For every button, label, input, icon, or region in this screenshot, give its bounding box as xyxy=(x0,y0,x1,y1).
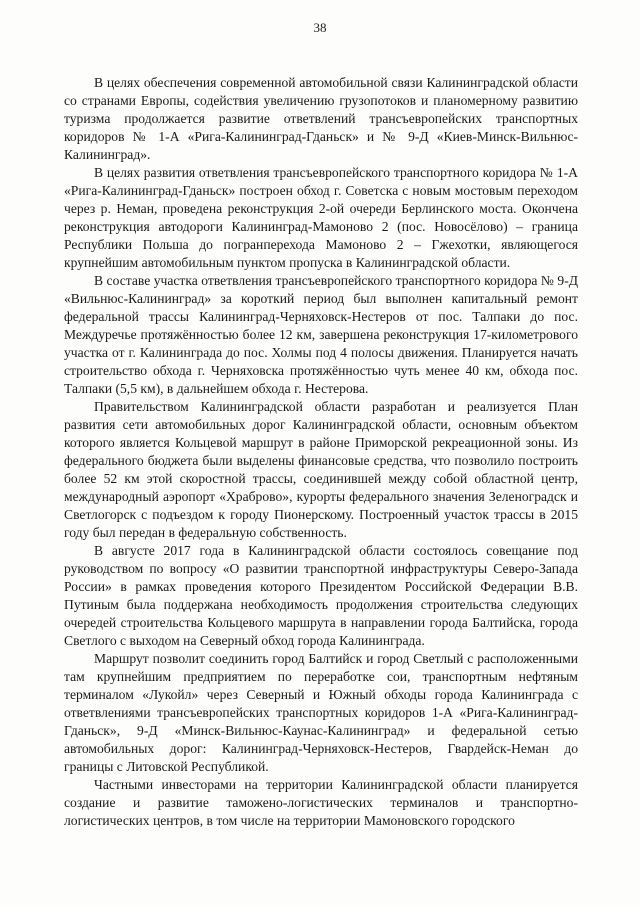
paragraph-5: В августе 2017 года в Калининградской области состоялось совещание под руководством по вопросу «О развитии транспортной инфраструктуры Северо-Запада России» в рамках проведения которого Президентом Российской Федерации В.В. Путиным была поддержана необходимость продолжения строительства следующих очередей строительства Кольцевого маршрута в направлении города Балтийска, города Светлого с выходом на Северный обход города Калининграда. xyxy=(64,543,578,648)
paragraph-1: В целях обеспечения современной автомобильной связи Калининградской области со странами Европы, содействия увеличению грузопотоков и планомерному развитию туризма продолжается развитие ответвлений трансъевропейских транспортных коридоров № 1-А «Рига-Калининград-Гданьск» и № 9-Д «Киев-Минск-Вильнюс-Калининград». xyxy=(64,75,578,162)
paragraph-3: В составе участка ответвления трансъевропейского транспортного коридора № 9-Д «Вильнюс-Калининград» за короткий период был выполнен капитальный ремонт федеральной трассы Калининград-Черняховск-Нестеров от пос. Талпаки до пос. Междуречье протяжённостью более 12 км, завершена реконструкция 17-километрового участка от г. Калининграда до пос. Холмы под 4 полосы движения. Планируется начать строительство обхода г. Черняховска протяжённостью чуть менее 40 км, обхода пос. Талпаки (5,5 км), в дальнейшем обхода г. Нестерова. xyxy=(64,273,578,396)
paragraph-6: Маршрут позволит соединить город Балтийск и город Светлый с расположенными там крупнейшим предприятием по переработке сои, транспортным нефтяным терминалом «Лукойл» через Северный и Южный обходы города Калининграда с ответвлениями трансъевропейских транспортных коридоров 1-А «Рига-Калининград-Гданьск», 9-Д «Минск-Вильнюс-Каунас-Калининград» и федеральной сетью автомобильных дорог: Калининград-Черняховск-Нестеров, Гвардейск-Неман до границы с Литовской Республикой. xyxy=(64,651,578,774)
page-number: 38 xyxy=(313,20,327,35)
body-text xyxy=(64,74,578,830)
paragraph-4: Правительством Калининградской области разработан и реализуется План развития сети автомобильных дорог Калининградской области, основным объектом которого является Кольцевой маршрут в районе Приморской рекреационной зоны. Из федерального бюджета были выделены финансовые средства, что позволило построить более 52 км этой скоростной трассы, соединившей между собой областной центр, международный аэропорт «Храброво», курорты федерального значения Зеленоградск и Светлогорск с подъездом к городу Пионерскому. Построенный участок трассы в 2015 году был передан в федеральную собственность. xyxy=(64,399,578,540)
paragraph-7: Частными инвесторами на территории Калининградской области планируется создание и развитие таможено-логистических терминалов и транспортно-логистических центров, в том числе на территории Мамоновского городского xyxy=(64,777,578,828)
paragraph-2: В целях развития ответвления трансъевропейского транспортного коридора № 1-А «Рига-Калининград-Гданьск» построен обход г. Советска с новым мостовым переходом через р. Неман, проведена реконструкция 2-ой очереди Берлинского моста. Окончена реконструкция автодороги Калининград-Мамоново 2 (пос. Новосёлово) – граница Республики Польша до погранперехода Мамоново 2 – Гжехотки, являющегося крупнейшим автомобильным пунктом пропуска в Калининградской области. xyxy=(64,165,578,270)
